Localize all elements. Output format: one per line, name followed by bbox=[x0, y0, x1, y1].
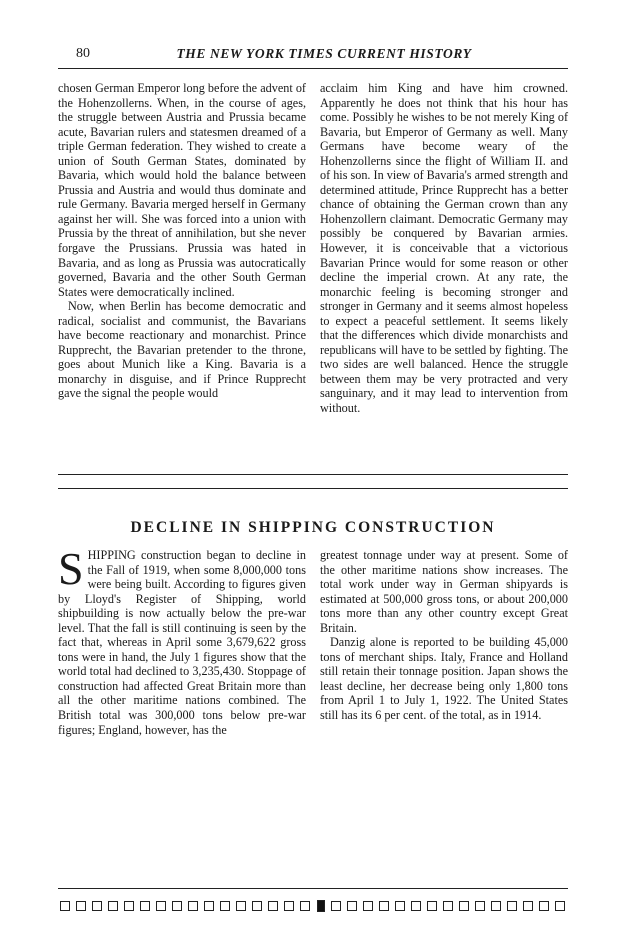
paragraph: Danzig alone is reported to be building 45,000 tons of merchant ships. Italy, France and Holland still retain their tonnage position. Japan shows the least decline, her decrease being only 1,800 tons from April 1 to July 1, 1922. The United States still has its 6 per cent. of the total, as in 1914. bbox=[320, 635, 568, 723]
header-rule bbox=[58, 68, 568, 69]
paragraph: chosen German Emperor long before the advent of the Hohenzollerns. When, in the course of ages, the struggle between Austria and Prussia became acute, Bavarian rulers and statesmen dreamed of a triple German federation. They wished to create a union of South German States, dominated by Bavaria, which would hold the balance between Prussia and Austria and would thus dominate and rule Germany. Bavaria merged herself in Germany against her will. She was forced into a union with Prussia by the threat of annihilation, but she never forgave the Prussians. Prussia was hated in Bavaria, and as long as Prussia was autocratically governed, Bavaria and the other South German States were democratically inclined. bbox=[58, 81, 306, 299]
ornament-square bbox=[92, 901, 102, 911]
footer-rule bbox=[58, 888, 568, 889]
ornament-square bbox=[539, 901, 549, 911]
page-header bbox=[58, 46, 570, 66]
ornament-square bbox=[300, 901, 310, 911]
ornament-square bbox=[108, 901, 118, 911]
ornament-square bbox=[491, 901, 501, 911]
ornament-square bbox=[555, 901, 565, 911]
ornament-filled-block bbox=[317, 900, 325, 912]
ornament-square bbox=[252, 901, 262, 911]
ornament-square bbox=[347, 901, 357, 911]
paragraph: greatest tonnage under way at present. Some of the other maritime nations show increases. The total work under way in German shipyards is estimated at 500,000 gross tons, or about 200,000 tons more than any other country except Great Britain. bbox=[320, 548, 568, 635]
ornament-square bbox=[507, 901, 517, 911]
ornament-square bbox=[395, 901, 405, 911]
ornament-square bbox=[172, 901, 182, 911]
ornament-square bbox=[140, 901, 150, 911]
ornament-square bbox=[76, 901, 86, 911]
ornament-square bbox=[284, 901, 294, 911]
ornament-square bbox=[204, 901, 214, 911]
running-title: THE NEW YORK TIMES CURRENT HISTORY bbox=[176, 46, 472, 61]
ornament-square bbox=[60, 901, 70, 911]
drop-cap: S bbox=[58, 543, 84, 594]
section-rule-bottom bbox=[58, 488, 568, 489]
ornament-square bbox=[427, 901, 437, 911]
article-title: DECLINE IN SHIPPING CONSTRUCTION bbox=[130, 519, 496, 536]
paragraph: Now, when Berlin has become democratic and radical, socialist and communist, the Bavarians have become reactionary and monarchist. Prince Rupprecht, the Bavarian pretender to the throne, goes about Munich like a King. Bavaria is a monarchy in disguise, and if Prince Rupprecht gave the signal the people would bbox=[58, 299, 306, 401]
top-article-left-column bbox=[58, 81, 306, 401]
ornament-square bbox=[124, 901, 134, 911]
paragraph: HIPPING construction began to decline in the Fall of 1919, when some 8,000,000 tons were being built. According to figures given by Lloyd's Register of Shipping, world shipbuilding is now actually below the pre-war level. That the fall is still continuing is seen by the fact that, whereas in April some 3,679,622 gross tons were in hand, the July 1 figures show that the world total had declined to 3,235,430. Stoppage of construction had affected Great Britain more than all the other maritime nations combined. The British total was 300,000 tons below pre-war figures; England, however, has the bbox=[58, 548, 306, 737]
ornament-square bbox=[188, 901, 198, 911]
ornament-square bbox=[331, 901, 341, 911]
section-rule-top bbox=[58, 474, 568, 475]
top-article-right-column bbox=[320, 81, 568, 416]
ornament-square bbox=[475, 901, 485, 911]
paragraph: acclaim him King and have him crowned. Apparently he does not think that his hour has come. Possibly he wishes to be not merely King of Bavaria, but Emperor of Germany as well. Many Germans have become weary of the Hohenzollerns since the flight of William II. and of his son. In view of Bavaria's armed strength and determined attitude, Prince Rupprecht has a better chance of obtaining the German crown than any Hohenzollern claimant. Democratic Germany may possibly be conquered by Bavarian armies. However, it is conceivable that a victorious Bavarian Prince would for some reason or other decline the imperial crown. At any rate, the monarchic feeling is becoming stronger and stronger in Germany and it seems almost hopeless to expect a peaceful settlement. It seems likely that the differences which divide monarchists and republicans will have to be settled by fighting. The two sides are well balanced. Hence the struggle between them may be very protracted and very sanguinary, and it may lead to intervention from without. bbox=[320, 81, 568, 416]
page-number: 80 bbox=[76, 46, 90, 61]
ornament-square bbox=[459, 901, 469, 911]
shipping-right-column bbox=[320, 548, 568, 723]
ornament-square bbox=[156, 901, 166, 911]
ornament-square bbox=[411, 901, 421, 911]
ornament-square bbox=[268, 901, 278, 911]
ornament-square bbox=[379, 901, 389, 911]
ornament-square bbox=[236, 901, 246, 911]
ornament-square bbox=[523, 901, 533, 911]
ornament-square bbox=[220, 901, 230, 911]
ornament-square bbox=[443, 901, 453, 911]
ornament-square bbox=[363, 901, 373, 911]
decorative-box-border bbox=[60, 899, 565, 913]
shipping-left-column bbox=[58, 543, 306, 737]
